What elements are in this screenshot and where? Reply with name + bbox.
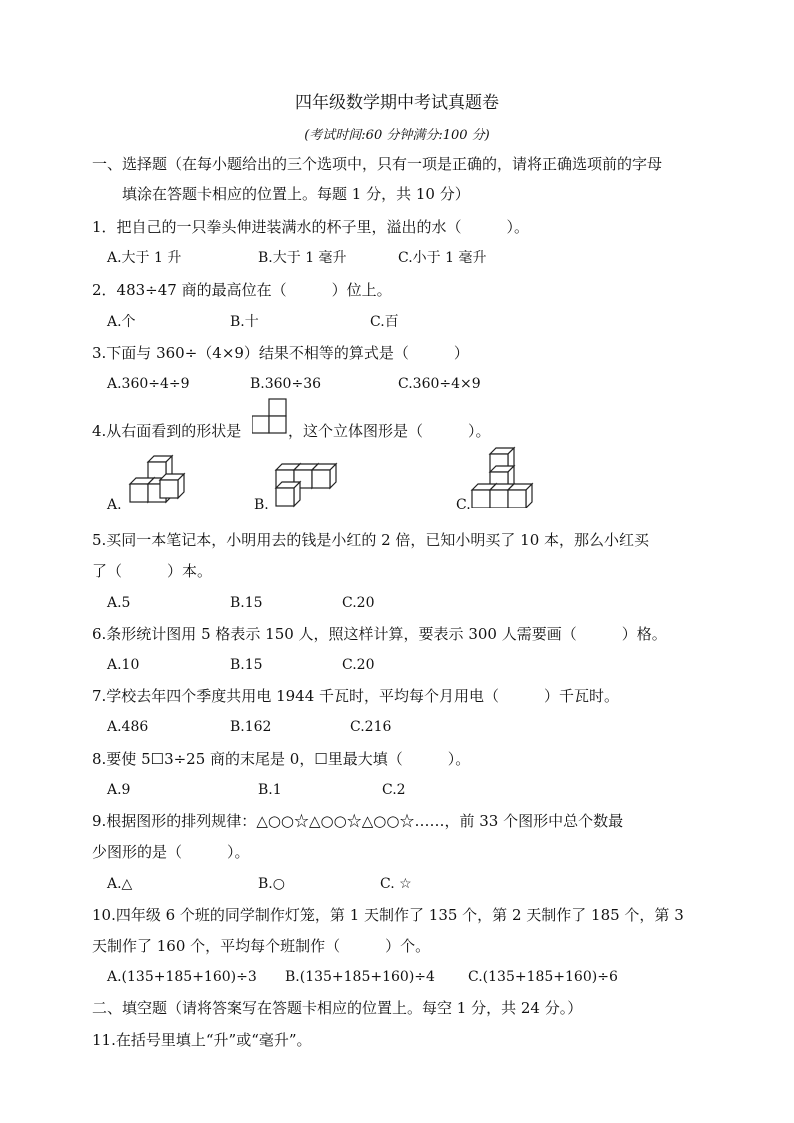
q1-option-b[interactable]: B.大于 1 毫升 — [258, 250, 347, 266]
question-6: 6.条形统计图用 5 格表示 150 人，照这样计算，要表示 300 人需要画（ ）格。 — [92, 625, 667, 643]
question-5-cont: 了（ ）本。 — [92, 562, 213, 580]
question-9: 9.根据图形的排列规律：△○○☆△○○☆△○○☆……，前 33 个图形中总个数最 — [92, 812, 624, 830]
q10-option-a[interactable]: A.(135+185+160)÷3 — [107, 969, 257, 985]
q7-option-c[interactable]: C.216 — [350, 719, 392, 735]
question-3: 3.下面与 360÷（4×9）结果不相等的算式是（ ） — [92, 344, 469, 362]
q8-option-b[interactable]: B.1 — [258, 782, 282, 798]
q6-option-b[interactable]: B.15 — [230, 657, 263, 673]
question-4-part2: ，这个立体图形是（ ）。 — [288, 422, 491, 440]
q1-option-a[interactable]: A.大于 1 升 — [107, 250, 182, 266]
q8-option-a[interactable]: A.9 — [107, 782, 131, 798]
right-view-figure — [252, 398, 288, 434]
q2-option-a[interactable]: A.个 — [107, 314, 136, 330]
question-1: 1．把自己的一只拳头伸进装满水的杯子里，溢出的水（ ）。 — [92, 218, 530, 236]
q4-option-c[interactable]: C. — [456, 497, 471, 513]
q2-option-c[interactable]: C.百 — [370, 314, 399, 330]
q8-option-c[interactable]: C.2 — [382, 782, 406, 798]
q4-option-b[interactable]: B. — [254, 497, 269, 513]
q7-option-b[interactable]: B.162 — [230, 719, 272, 735]
q3-option-a[interactable]: A.360÷4÷9 — [107, 376, 190, 392]
section2-heading: 二、填空题（请将答案写在答题卡相应的位置上。每空 1 分，共 24 分。） — [92, 999, 583, 1017]
q4-option-c-figure — [470, 446, 538, 508]
q10-option-c[interactable]: C.(135+185+160)÷6 — [468, 969, 618, 985]
q2-option-b[interactable]: B.十 — [230, 314, 259, 330]
q9-option-a[interactable]: A.△ — [107, 876, 133, 892]
q4-option-a[interactable]: A. — [107, 497, 122, 513]
question-2: 2．483÷47 商的最高位在（ ）位上。 — [92, 281, 392, 299]
question-9-cont: 少图形的是（ ）。 — [92, 843, 250, 861]
question-10-cont: 天制作了 160 个，平均每个班制作（ ）个。 — [92, 937, 431, 955]
q3-option-b[interactable]: B.360÷36 — [250, 376, 322, 392]
q7-option-a[interactable]: A.486 — [107, 719, 149, 735]
q3-option-c[interactable]: C.360÷4×9 — [398, 376, 481, 392]
q6-option-c[interactable]: C.20 — [342, 657, 375, 673]
question-8: 8.要使 5☐3÷25 商的末尾是 0，☐里最大填（ ）。 — [92, 750, 471, 768]
question-10: 10.四年级 6 个班的同学制作灯笼，第 1 天制作了 135 个，第 2 天制作了 185 个，第 3 — [92, 906, 684, 924]
q5-option-b[interactable]: B.15 — [230, 595, 263, 611]
q6-option-a[interactable]: A.10 — [107, 657, 140, 673]
exam-info: (考试时间:60 分钟满分:100 分) — [304, 128, 490, 143]
question-11: 11.在括号里填上“升”或“毫升”。 — [92, 1031, 312, 1049]
q4-option-b-figure — [274, 462, 346, 508]
section1-heading: 一、选择题（在每小题给出的三个选项中，只有一项是正确的，请将正确选项前的字母 — [92, 155, 663, 173]
q5-option-c[interactable]: C.20 — [342, 595, 375, 611]
page-title: 四年级数学期中考试真题卷 — [295, 93, 499, 113]
question-5: 5.买同一本笔记本，小明用去的钱是小红的 2 倍，已知小明买了 10 本，那么小红买 — [92, 531, 650, 549]
q4-option-a-figure — [128, 452, 200, 504]
q9-option-b[interactable]: B.○ — [258, 876, 285, 892]
q9-option-c[interactable]: C. ☆ — [380, 876, 412, 892]
question-7: 7.学校去年四个季度共用电 1944 千瓦时，平均每个月用电（ ）千瓦时。 — [92, 687, 620, 705]
q1-option-c[interactable]: C.小于 1 毫升 — [398, 250, 487, 266]
section1-heading-cont: 填涂在答题卡相应的位置上。每题 1 分，共 10 分） — [122, 185, 470, 203]
q5-option-a[interactable]: A.5 — [107, 595, 131, 611]
question-4-part1: 4.从右面看到的形状是 — [92, 422, 242, 440]
q10-option-b[interactable]: B.(135+185+160)÷4 — [285, 969, 435, 985]
